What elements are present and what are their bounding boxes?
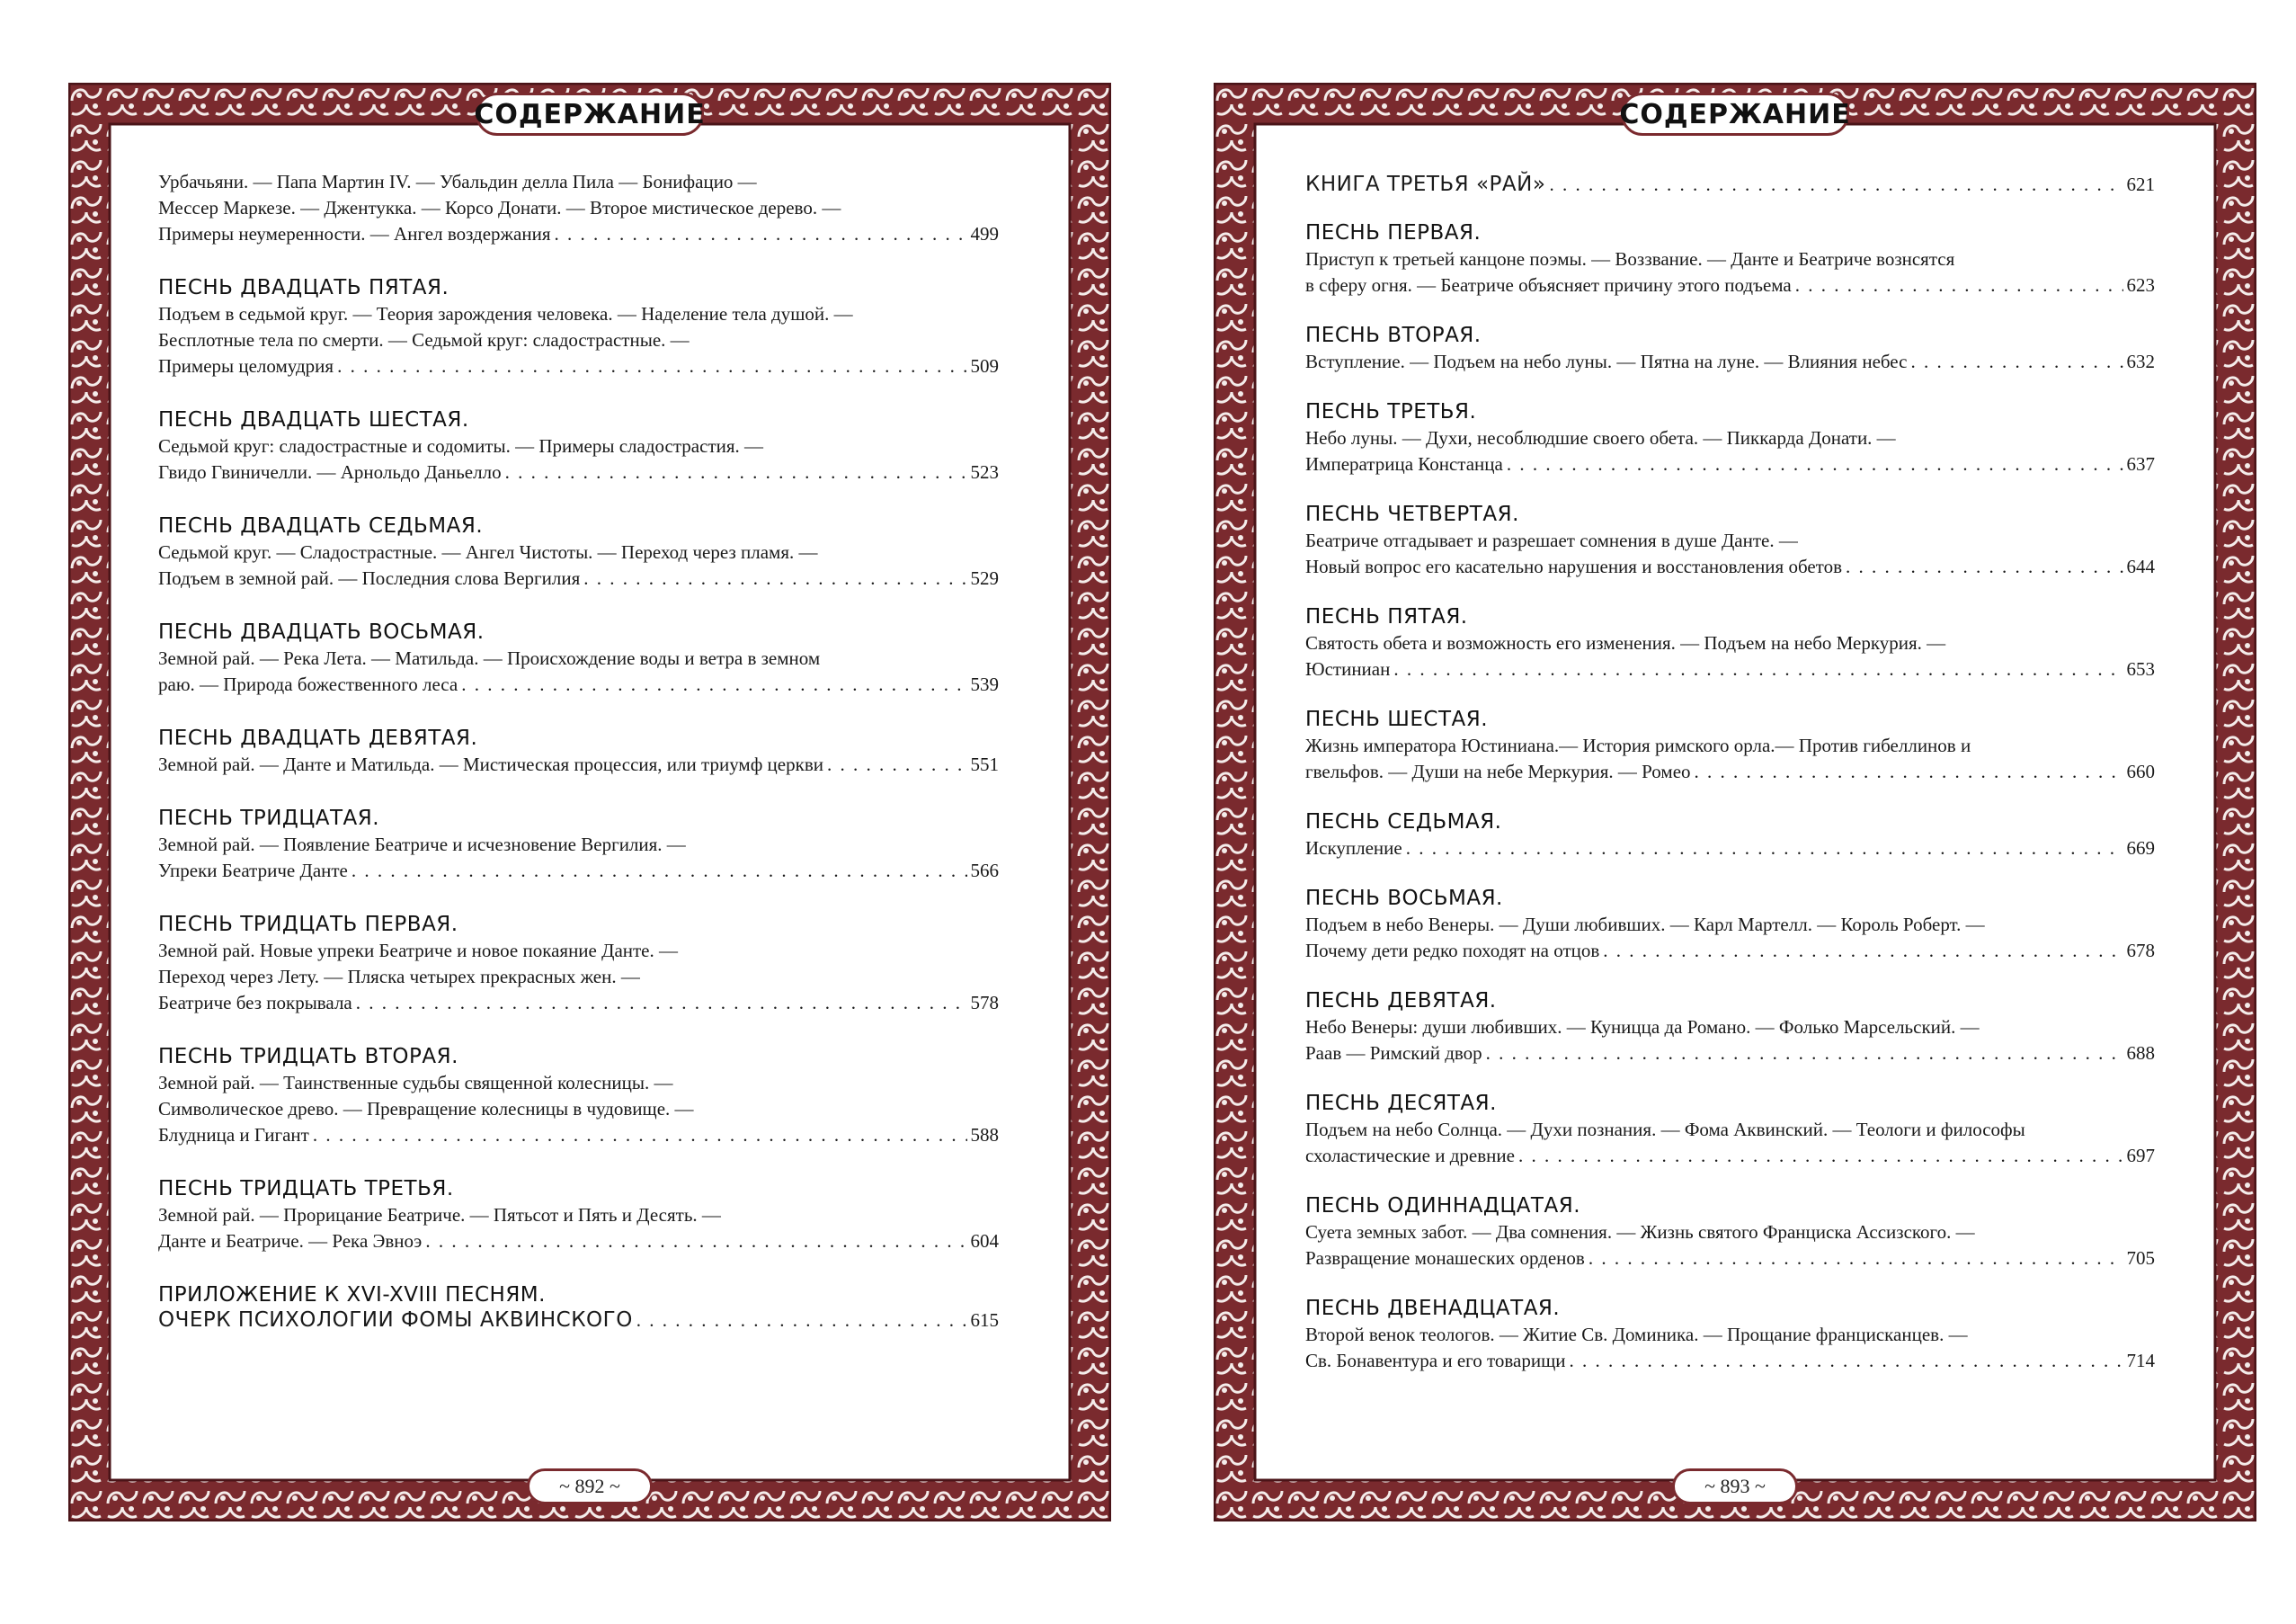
page-ref: 632: [2126, 351, 2155, 372]
entry-last-line: Развращение монашеских орденов . . . 705: [1305, 1245, 2155, 1272]
entry-line: Подъем в небо Венеры. — Души любивших. — Карл Мартелл. — Король Роберт. —: [1305, 914, 1985, 935]
toc-entry: [158, 274, 999, 379]
entry-line: Небо Венеры: души любивших. — Куницца да Романо. — Фолько Марсельский. —: [1305, 1016, 1980, 1038]
toc-entry: [1305, 501, 2155, 580]
page-ref: 637: [2126, 453, 2155, 475]
canto-heading: ПЕСНЬ ДВАДЦАТЬ ВОСЬМАЯ.: [158, 620, 485, 644]
entry-last-line: Беатриче без покрывала . . . 578: [158, 990, 999, 1016]
page-ref: 714: [2126, 1350, 2155, 1371]
entry-last-line: Гвидо Гвиничелли. — Арнольдо Даньелло . . . 523: [158, 460, 999, 486]
canto-heading: ПЕСНЬ ДВАДЦАТЬ ДЕВЯТАЯ.: [158, 727, 478, 750]
canto-heading: ПЕСНЬ ШЕСТАЯ.: [1305, 708, 1489, 731]
entry-line: Небо луны. — Духи, несоблюдшие своего обета. — Пиккарда Донати. —: [1305, 427, 1896, 449]
toc-entry: [158, 725, 999, 778]
entry-last-line: Новый вопрос его касательно нарушения и восстановления обетов . . . 644: [1305, 554, 2155, 580]
entry-line: Жизнь императора Юстиниана.— История римского орла.— Против гибеллинов и: [1305, 735, 1971, 756]
toc-entry: [1305, 1192, 2155, 1272]
entry-line: Мессер Маркезе. — Джентукка. — Корсо Донати. — Второе мистическое дерево. —: [158, 197, 841, 219]
entry-last-line: Почему дети редко походят на отцов . . . 678: [1305, 938, 2155, 964]
canto-heading: ПЕСНЬ ЧЕТВЕРТАЯ.: [1305, 503, 1519, 526]
toc-entry: [1305, 885, 2155, 964]
book-entry: [1305, 173, 2155, 196]
entry-line: Урбачьяни. — Папа Мартин IV. — Убальдин делла Пила — Бонифацио —: [158, 171, 757, 192]
left-page: [68, 83, 1111, 1521]
toc-entry: [1305, 219, 2155, 299]
page-number-plate: [1672, 1468, 1798, 1504]
page-ref: 566: [970, 860, 999, 881]
toc-list: [158, 169, 999, 1359]
canto-heading: ПЕСНЬ ВТОРАЯ.: [1305, 324, 1482, 347]
page-ref: 688: [2126, 1042, 2155, 1064]
canto-heading: ПЕСНЬ ТРИДЦАТЬ ПЕРВАЯ.: [158, 913, 458, 936]
entry-last-line: Раав — Римский двор . . . 688: [1305, 1040, 2155, 1066]
canto-heading: ПЕСНЬ ТРИДЦАТАЯ.: [158, 807, 380, 830]
title-plate: [1621, 93, 1849, 136]
canto-heading: ПЕСНЬ ТРИДЦАТЬ ВТОРАЯ.: [158, 1045, 458, 1068]
page-ref: 623: [2126, 274, 2155, 296]
entry-line: Земной рай. — Появление Беатриче и исчезновение Вергилия. —: [158, 834, 686, 855]
entry-line: Земной рай. Новые упреки Беатриче и новое покаяние Данте. —: [158, 940, 679, 961]
page-number: ~ 893 ~: [1704, 1475, 1766, 1497]
page-number: ~ 892 ~: [559, 1475, 620, 1497]
appendix-heading: ПРИЛОЖЕНИЕ К XVI-XVIII ПЕСНЯМ.: [158, 1283, 546, 1307]
page-ref: 678: [2126, 940, 2155, 961]
page-title: СОДЕРЖАНИЕ: [1619, 98, 1851, 130]
canto-heading: ПЕСНЬ ПЕРВАЯ.: [1305, 221, 1482, 245]
toc-entry: [1305, 808, 2155, 861]
entry-last-line: Примеры целомудрия . . . 509: [158, 353, 999, 379]
page-ref: 705: [2126, 1247, 2155, 1269]
page-ref: 539: [970, 674, 999, 695]
entry-line: Подъем в седьмой круг. — Теория зарождения человека. — Наделение тела душой. —: [158, 303, 853, 325]
entry-line: Бесплотные тела по смерти. — Седьмой круг: сладострастные. —: [158, 329, 690, 351]
toc-entry: [158, 169, 999, 247]
entry-line: Символическое древо. — Превращение колесницы в чудовище. —: [158, 1098, 694, 1120]
page-number-plate: [527, 1468, 653, 1504]
right-page: [1214, 83, 2256, 1521]
canto-heading: ПЕСНЬ ВОСЬМАЯ.: [1305, 887, 1503, 910]
entry-line: Переход через Лету. — Пляска четырех прекрасных жен. —: [158, 966, 640, 987]
canto-heading: ПЕСНЬ ДЕСЯТАЯ.: [1305, 1092, 1497, 1115]
entry-last-line: Вступление. — Подъем на небо луны. — Пятна на луне. — Влияния небес . . . 632: [1305, 349, 2155, 375]
canto-heading: ПЕСНЬ ПЯТАЯ.: [1305, 605, 1468, 629]
page-ref: 523: [970, 461, 999, 483]
entry-last-line: в сферу огня. — Беатриче объясняет причину этого подъема . . . 623: [1305, 272, 2155, 299]
toc-list: [1305, 173, 2155, 1397]
entry-last-line: Искупление . . . 669: [1305, 835, 2155, 861]
toc-entry: [158, 1175, 999, 1254]
page-ref: 660: [2126, 761, 2155, 782]
canto-heading: ПЕСНЬ СЕДЬМАЯ.: [1305, 810, 1502, 834]
toc-entry: [158, 513, 999, 592]
page-ref: 697: [2126, 1145, 2155, 1166]
entry-line: Второй венок теологов. — Житие Св. Доминика. — Прощание францисканцев. —: [1305, 1324, 1968, 1345]
page-ref: 551: [970, 754, 999, 775]
page-ref: 499: [970, 223, 999, 245]
entry-last-line: гвельфов. — Души на небе Меркурия. — Ромео . . . 660: [1305, 759, 2155, 785]
toc-entry: [158, 619, 999, 698]
entry-last-line: раю. — Природа божественного леса . . . 539: [158, 672, 999, 698]
canto-heading: ПЕСНЬ ДВАДЦАТЬ ШЕСТАЯ.: [158, 408, 469, 432]
entry-last-line: Упреки Беатриче Данте . . . 566: [158, 858, 999, 884]
page-ref: 578: [970, 992, 999, 1013]
entry-last-line: Блудница и Гигант . . . 588: [158, 1122, 999, 1148]
entry-line: Приступ к третьей канцоне поэмы. — Воззвание. — Данте и Беатриче вознсятся: [1305, 248, 1955, 270]
toc-entry: [1305, 603, 2155, 683]
entry-line: Земной рай. — Таинственные судьбы священной колесницы. —: [158, 1072, 673, 1093]
page-ref: 588: [970, 1124, 999, 1146]
entry-last-line: Примеры неумеренности. — Ангел воздержания . . . 499: [158, 221, 999, 247]
canto-heading: ПЕСНЬ ДВЕНАДЦАТАЯ.: [1305, 1297, 1561, 1320]
book-heading: КНИГА ТРЕТЬЯ «РАЙ» . . . 621: [1305, 173, 2155, 196]
canto-heading: ПЕСНЬ ТРЕТЬЯ.: [1305, 400, 1477, 424]
page-ref: 529: [970, 567, 999, 589]
toc-entry: [1305, 322, 2155, 375]
canto-heading: ПЕСНЬ ДВАДЦАТЬ ПЯТАЯ.: [158, 276, 449, 299]
toc-entry: [1305, 1295, 2155, 1374]
appendix-entry: [158, 1281, 999, 1332]
toc-entry: [1305, 398, 2155, 477]
toc-entry: [1305, 987, 2155, 1066]
page-ref: 653: [2126, 658, 2155, 680]
toc-entry: [158, 406, 999, 486]
page-ref: 604: [970, 1230, 999, 1252]
title-plate: [476, 93, 704, 136]
toc-entry: [1305, 706, 2155, 785]
page-ref: 669: [2126, 837, 2155, 859]
entry-last-line: Данте и Беатриче. — Река Эвноэ . . . 604: [158, 1228, 999, 1254]
toc-entry: [158, 911, 999, 1016]
entry-last-line: Св. Бонавентура и его товарищи . . . 714: [1305, 1348, 2155, 1374]
canto-heading: ПЕСНЬ ДВАДЦАТЬ СЕДЬМАЯ.: [158, 514, 484, 538]
canto-heading: ПЕСНЬ ДЕВЯТАЯ.: [1305, 989, 1497, 1013]
toc-entry: [158, 805, 999, 884]
toc-entry: [158, 1043, 999, 1148]
page-ref: 644: [2126, 556, 2155, 577]
page-ref: 621: [2126, 174, 2155, 195]
entry-line: Подъем на небо Солнца. — Духи познания. — Фома Аквинский. — Теологи и философы: [1305, 1119, 2025, 1140]
page-ref: 509: [970, 355, 999, 377]
entry-last-line: Земной рай. — Данте и Матильда. — Мистическая процессия, или триумф церкви . . . 551: [158, 752, 999, 778]
entry-line: Земной рай. — Прорицание Беатриче. — Пятьсот и Пять и Десять. —: [158, 1204, 721, 1226]
canto-heading: ПЕСНЬ ТРИДЦАТЬ ТРЕТЬЯ.: [158, 1177, 454, 1200]
toc-entry: [1305, 1090, 2155, 1169]
entry-line: Земной рай. — Река Лета. — Матильда. — Происхождение воды и ветра в земном: [158, 647, 821, 669]
page-ref: 615: [970, 1309, 999, 1331]
entry-last-line: Подъем в земной рай. — Последния слова Вергилия . . . 529: [158, 566, 999, 592]
entry-line: Беатриче отгадывает и разрешает сомнения в душе Данте. —: [1305, 530, 1798, 551]
entry-line: Седьмой круг. — Сладострастные. — Ангел Чистоты. — Переход через пламя. —: [158, 541, 818, 563]
appendix-last-line: ОЧЕРК ПСИХОЛОГИИ ФОМЫ АКВИНСКОГО . . . 615: [158, 1308, 999, 1332]
page-title: СОДЕРЖАНИЕ: [474, 98, 706, 130]
entry-line: Суета земных забот. — Два сомнения. — Жизнь святого Франциска Ассизского. —: [1305, 1221, 1975, 1243]
entry-last-line: Юстиниан . . . 653: [1305, 656, 2155, 683]
entry-line: Святость обета и возможность его изменения. — Подъем на небо Меркурия. —: [1305, 632, 1946, 654]
entry-last-line: схоластические и древние . . . 697: [1305, 1143, 2155, 1169]
canto-heading: ПЕСНЬ ОДИННАДЦАТАЯ.: [1305, 1194, 1581, 1218]
entry-line: Седьмой круг: сладострастные и содомиты. — Примеры сладострастия. —: [158, 435, 764, 457]
entry-last-line: Императрица Констанца . . . 637: [1305, 451, 2155, 477]
